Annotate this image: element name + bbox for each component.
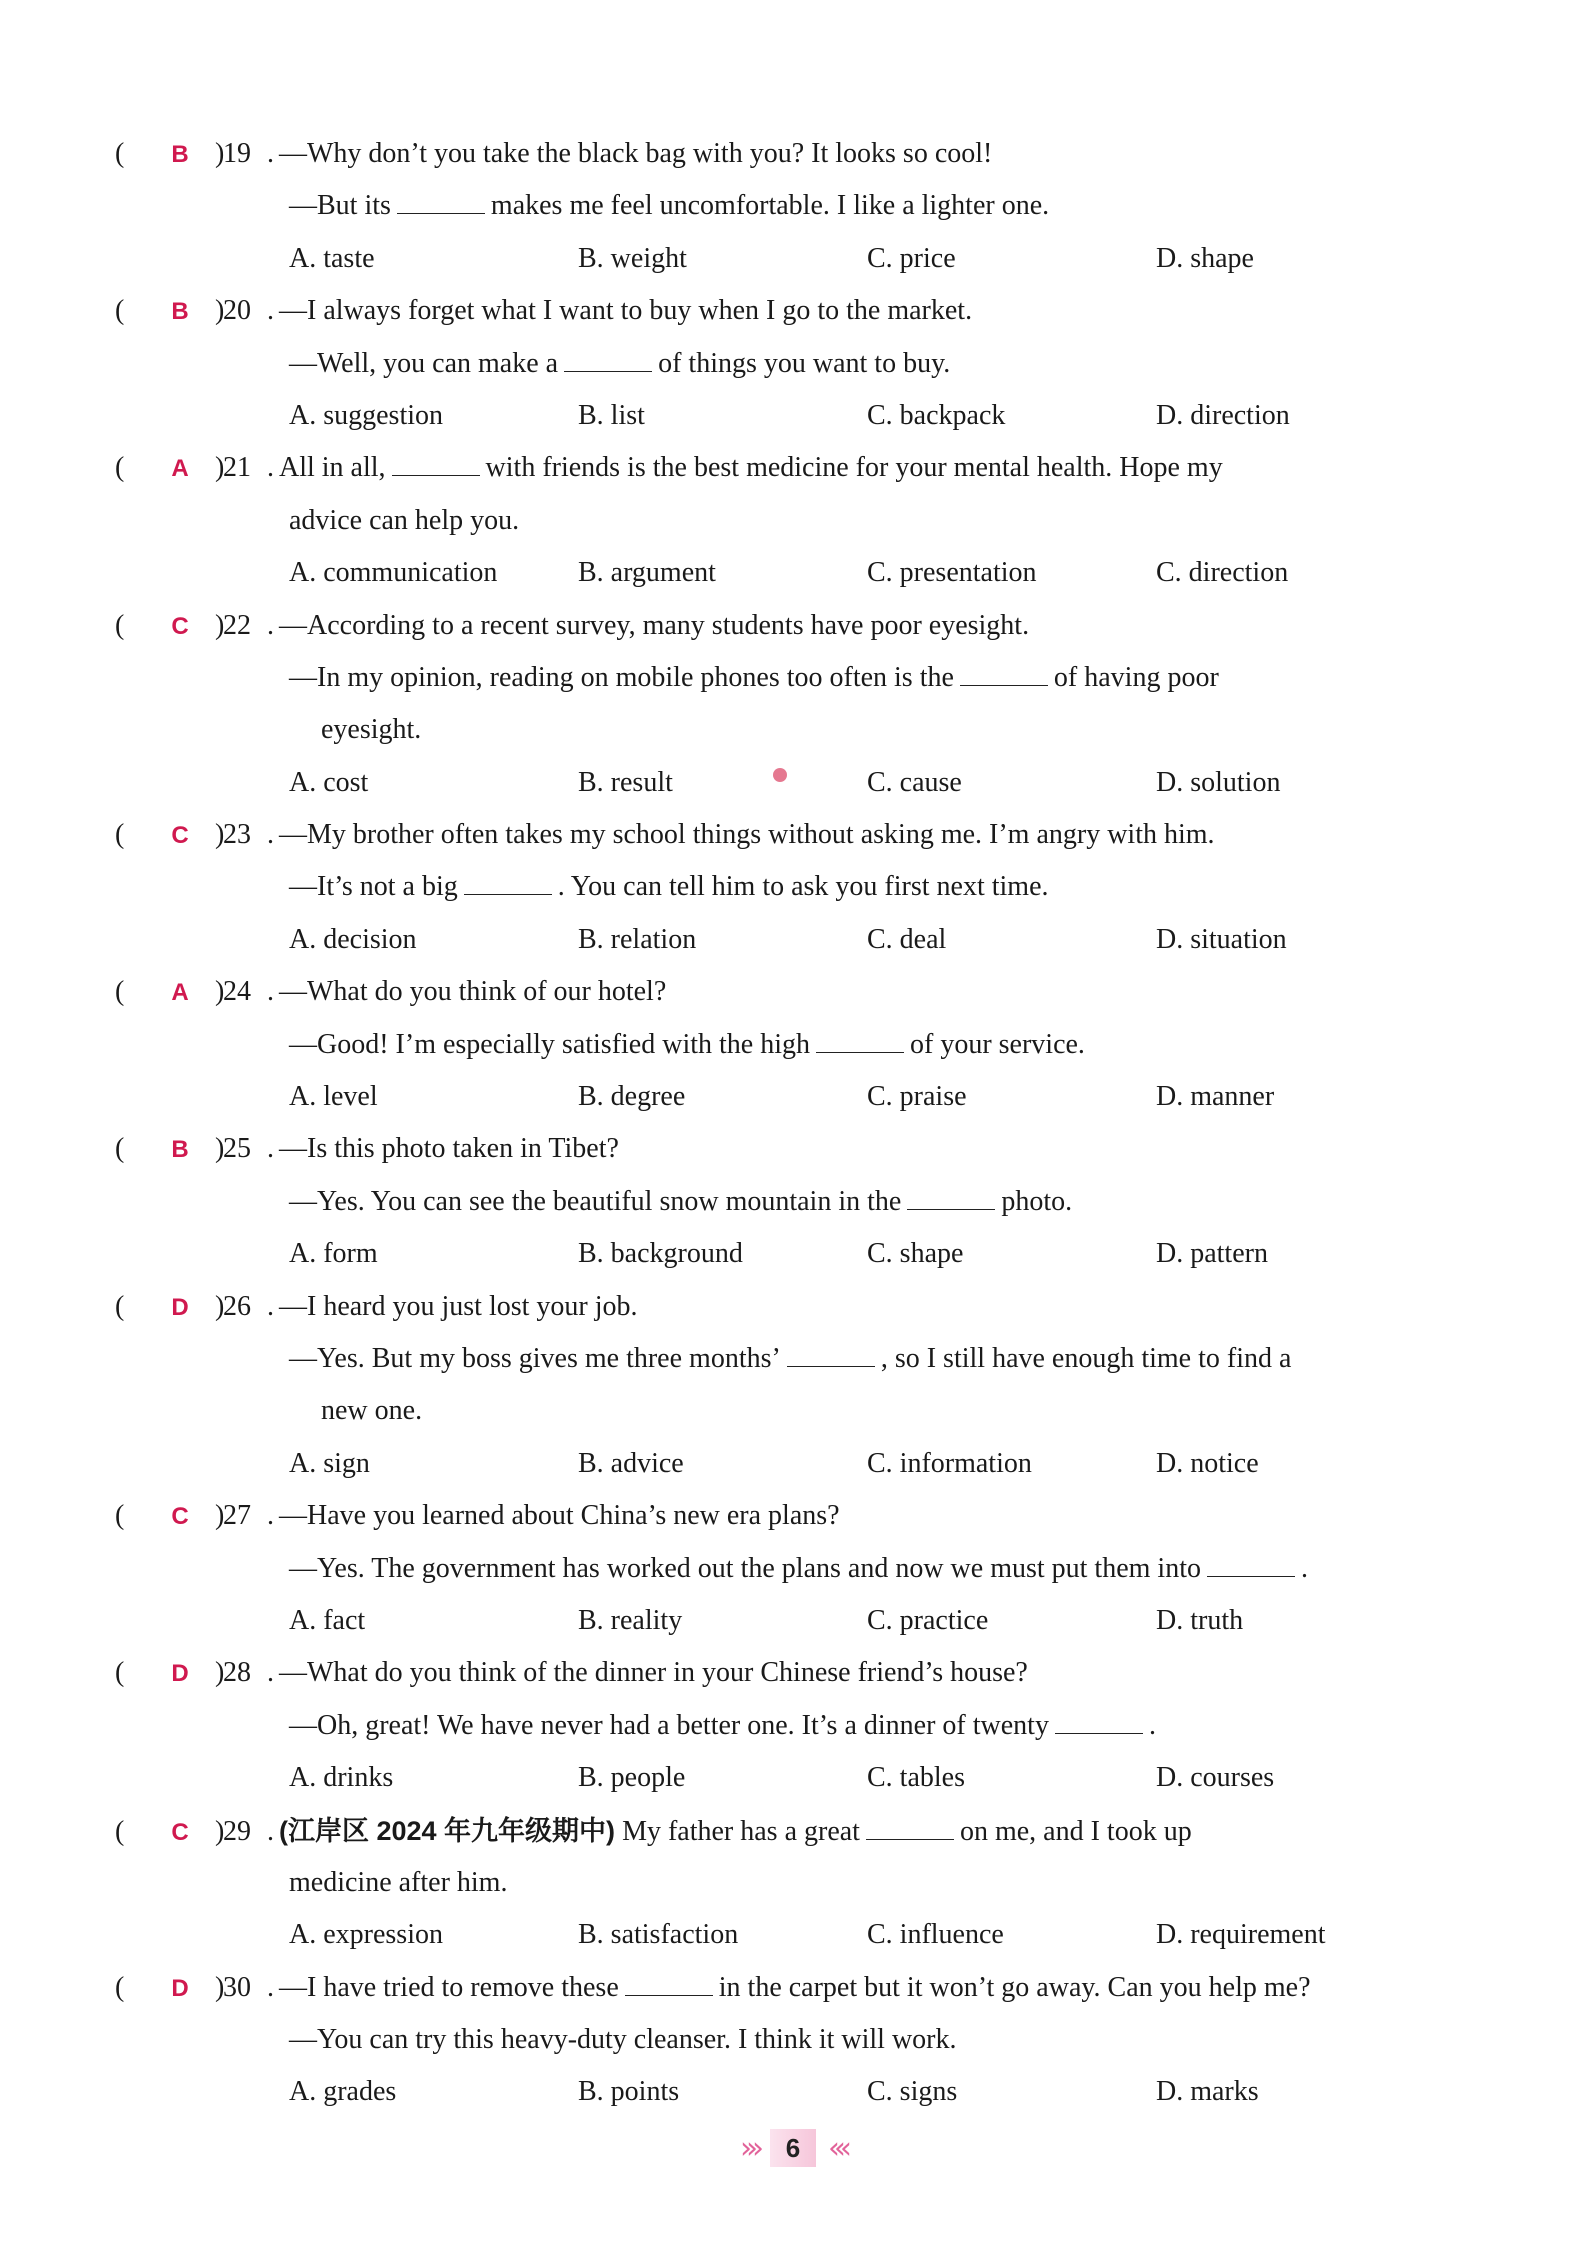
answer-choice[interactable]: A [171,979,189,1007]
options-row [115,757,1445,809]
question-dot: . [267,1971,274,2003]
option-d[interactable]: D. shape [1156,242,1254,274]
question-line [115,704,1445,756]
option-d[interactable]: D. solution [1156,766,1281,798]
question-text: new one. [321,1395,423,1427]
question-first-line [115,1647,1445,1699]
page-number-badge [770,2129,816,2167]
open-paren: ( [115,1133,125,1165]
exam-source: (江岸区 2024 年九年级期中) [279,1815,616,1846]
question-27 [115,1490,1445,1647]
option-b[interactable]: B. reality [578,1604,683,1636]
option-b[interactable]: B. advice [578,1447,684,1479]
option-a[interactable]: A. suggestion [289,399,443,431]
option-b[interactable]: B. degree [578,1081,686,1113]
option-b[interactable]: B. result [578,766,673,798]
close-paren: ) [215,452,225,484]
question-text: eyesight. [321,714,422,746]
option-c[interactable]: C. signs [867,2076,958,2108]
question-29 [115,1805,1445,1962]
question-19 [115,128,1445,285]
option-d[interactable]: D. pattern [1156,1238,1268,1270]
answer-choice[interactable]: B [171,1136,189,1164]
question-number: 22 [223,609,251,641]
answer-blank[interactable] [1207,1554,1295,1577]
option-c[interactable]: C. backpack [867,399,1006,431]
question-stem: —Have you learned about China’s new era plans? [279,1500,840,1532]
question-number: 29 [223,1815,251,1847]
page-footer [0,2128,1586,2168]
question-number: 28 [223,1657,251,1689]
answer-choice[interactable]: B [171,298,189,326]
open-paren: ( [115,976,125,1008]
answer-choice[interactable]: D [171,1293,189,1321]
open-paren: ( [115,1290,125,1322]
option-b[interactable]: B. satisfaction [578,1919,739,1951]
option-c[interactable]: C. information [867,1447,1032,1479]
question-21 [115,442,1445,599]
question-23 [115,809,1445,966]
question-line [115,652,1445,704]
question-text: —Well, you can make a of things you want to buy. [289,347,951,379]
option-a[interactable]: A. level [289,1081,378,1113]
option-d[interactable]: D. truth [1156,1604,1244,1636]
option-b[interactable]: B. relation [578,923,697,955]
question-first-line [115,966,1445,1018]
question-stem: (江岸区 2024 年九年级期中) My father has a great on me, and I took up [279,1815,1192,1847]
question-list [115,128,1445,2119]
option-a[interactable]: A. communication [289,557,498,589]
question-stem: —What do you think of the dinner in your Chinese friend’s house? [279,1657,1028,1689]
option-c[interactable]: C. tables [867,1762,965,1794]
question-dot: . [267,1290,274,1322]
question-number: 27 [223,1500,251,1532]
options-row [115,547,1445,599]
question-stem: —What do you think of our hotel? [279,976,667,1008]
option-c[interactable]: C. deal [867,923,947,955]
option-a[interactable]: A. grades [289,2076,397,2108]
question-first-line [115,1962,1445,2014]
option-d[interactable]: D. manner [1156,1081,1275,1113]
open-paren: ( [115,1657,125,1689]
options-row [115,2066,1445,2118]
options-row [115,233,1445,285]
question-26 [115,1281,1445,1491]
question-text: —It’s not a big . You can tell him to ask you first next time. [289,871,1049,903]
question-line [115,1019,1445,1071]
question-line [115,1857,1445,1909]
question-line [115,1385,1445,1437]
option-a[interactable]: A. fact [289,1604,366,1636]
answer-blank[interactable] [960,663,1048,686]
option-b[interactable]: B. list [578,399,645,431]
question-24 [115,966,1445,1123]
question-stem: —According to a recent survey, many students have poor eyesight. [279,609,1030,641]
options-row [115,1228,1445,1280]
close-paren: ) [215,138,225,169]
option-b[interactable]: B. weight [578,242,687,274]
question-text: —Yes. You can see the beautiful snow mountain in the photo. [289,1185,1073,1217]
question-text: —Yes. But my boss gives me three months’ , so I still have enough time to find a [289,1342,1292,1374]
question-dot: . [267,1133,274,1165]
open-paren: ( [115,295,125,327]
close-paren: ) [215,1133,225,1165]
option-d[interactable]: C. direction [1156,557,1289,589]
close-paren: ) [215,1815,225,1847]
options-row [115,1438,1445,1490]
answer-blank[interactable] [564,349,652,372]
question-first-line [115,1123,1445,1175]
answer-choice[interactable]: A [171,455,189,483]
question-first-line [115,285,1445,337]
answer-blank[interactable] [397,191,485,214]
answer-blank[interactable] [907,1187,995,1210]
answer-blank[interactable] [787,1344,875,1367]
question-stem: —I heard you just lost your job. [279,1290,638,1322]
question-stem: —My brother often takes my school things without asking me. I’m angry with him. [279,819,1215,851]
option-b[interactable]: B. argument [578,557,716,589]
answer-blank[interactable] [625,1973,713,1996]
option-b[interactable]: B. background [578,1238,743,1270]
open-paren: ( [115,452,125,484]
question-text: —But its makes me feel uncomfortable. I like a lighter one. [289,190,1050,222]
open-paren: ( [115,819,125,851]
answer-choice[interactable]: B [171,141,189,168]
question-line [115,2014,1445,2066]
question-text: —Yes. The government has worked out the plans and now we must put them into . [289,1552,1308,1584]
question-number: 19 [223,138,251,169]
option-a[interactable]: A. drinks [289,1762,394,1794]
open-paren: ( [115,1815,125,1847]
question-dot: . [267,452,274,484]
option-c[interactable]: C. practice [867,1604,989,1636]
question-line [115,861,1445,913]
options-row [115,1595,1445,1647]
option-c[interactable]: C. influence [867,1919,1004,1951]
option-a[interactable]: A. decision [289,923,417,955]
option-d[interactable]: D. direction [1156,399,1290,431]
option-c[interactable]: C. praise [867,1081,967,1113]
question-dot: . [267,1815,274,1847]
option-d[interactable]: D. marks [1156,2076,1259,2108]
question-dot: . [267,1657,274,1689]
question-number: 24 [223,976,251,1008]
question-dot: . [267,609,274,641]
answer-blank[interactable] [816,1030,904,1053]
question-28 [115,1647,1445,1804]
question-text: —You can try this heavy-duty cleanser. I think it will work. [289,2024,957,2056]
close-paren: ) [215,1971,225,2003]
option-c[interactable]: C. cause [867,766,962,798]
option-d[interactable]: D. requirement [1156,1919,1326,1951]
options-row [115,1909,1445,1961]
question-stem: All in all, with friends is the best medicine for your mental health. Hope my [279,452,1223,484]
question-first-line [115,1490,1445,1542]
question-number: 21 [223,452,251,484]
question-30 [115,1962,1445,2119]
question-stem: —I always forget what I want to buy when I go to the market. [279,295,973,327]
answer-choice[interactable]: C [171,612,189,640]
answer-blank[interactable] [866,1817,954,1840]
question-20 [115,285,1445,442]
question-text: medicine after him. [289,1866,508,1898]
question-number: 30 [223,1971,251,2003]
question-dot: . [267,819,274,851]
close-paren: ) [215,976,225,1008]
close-paren: ) [215,1657,225,1689]
answer-blank[interactable] [392,453,480,476]
question-25 [115,1123,1445,1280]
question-first-line [115,809,1445,861]
close-paren: ) [215,1500,225,1532]
option-a[interactable]: A. cost [289,766,369,798]
option-a[interactable]: A. expression [289,1919,443,1951]
option-a[interactable]: A. sign [289,1447,370,1479]
question-first-line [115,128,1445,180]
option-b[interactable]: B. people [578,1762,686,1794]
question-line [115,338,1445,390]
close-paren: ) [215,609,225,641]
question-stem: —Why don’t you take the black bag with you? It looks so cool! [279,138,993,169]
answer-blank[interactable] [464,872,552,895]
answer-choice[interactable]: D [171,1974,189,2002]
answer-choice[interactable]: C [171,822,189,850]
question-first-line [115,1281,1445,1333]
option-b[interactable]: B. points [578,2076,680,2108]
open-paren: ( [115,1971,125,2003]
question-number: 25 [223,1133,251,1165]
left-chevrons-icon: ‹‹‹ [828,2130,846,2166]
right-chevrons-icon: ››› [740,2130,758,2166]
question-first-line [115,600,1445,652]
question-line [115,1700,1445,1752]
question-line [115,1543,1445,1595]
answer-choice[interactable]: D [171,1660,189,1688]
question-dot: . [267,976,274,1008]
option-a[interactable]: A. form [289,1238,378,1270]
question-text: —Good! I’m especially satisfied with the high of your service. [289,1028,1085,1060]
answer-choice[interactable]: C [171,1503,189,1531]
option-c[interactable]: C. price [867,242,956,274]
option-c[interactable]: C. presentation [867,557,1037,589]
option-a[interactable]: A. taste [289,242,375,274]
open-paren: ( [115,609,125,641]
open-paren: ( [115,1500,125,1532]
close-paren: ) [215,819,225,851]
question-dot: . [267,1500,274,1532]
page-number: 6 [785,2132,801,2163]
option-d[interactable]: D. situation [1156,923,1287,955]
question-text: advice can help you. [289,504,520,536]
options-row [115,1752,1445,1804]
options-row [115,914,1445,966]
option-c[interactable]: C. shape [867,1238,964,1270]
question-line [115,1176,1445,1228]
question-line [115,180,1445,232]
question-dot: . [267,138,274,169]
answer-choice[interactable]: C [171,1818,189,1846]
question-line [115,1333,1445,1385]
question-text: —Oh, great! We have never had a better one. It’s a dinner of twenty . [289,1709,1156,1741]
question-text: —In my opinion, reading on mobile phones too often is the of having poor [289,661,1219,693]
question-stem: —Is this photo taken in Tibet? [279,1133,619,1165]
close-paren: ) [215,1290,225,1322]
question-first-line [115,442,1445,494]
open-paren: ( [115,138,125,169]
question-dot: . [267,295,274,327]
question-number: 23 [223,819,251,851]
question-first-line [115,1805,1445,1857]
close-paren: ) [215,295,225,327]
question-number: 26 [223,1290,251,1322]
question-22 [115,600,1445,810]
question-line [115,495,1445,547]
option-d[interactable]: D. courses [1156,1762,1275,1794]
option-d[interactable]: D. notice [1156,1447,1259,1479]
options-row [115,1071,1445,1123]
options-row [115,390,1445,442]
answer-blank[interactable] [1055,1711,1143,1734]
question-stem: —I have tried to remove these in the carpet but it won’t go away. Can you help me? [279,1971,1311,2003]
question-number: 20 [223,295,251,327]
